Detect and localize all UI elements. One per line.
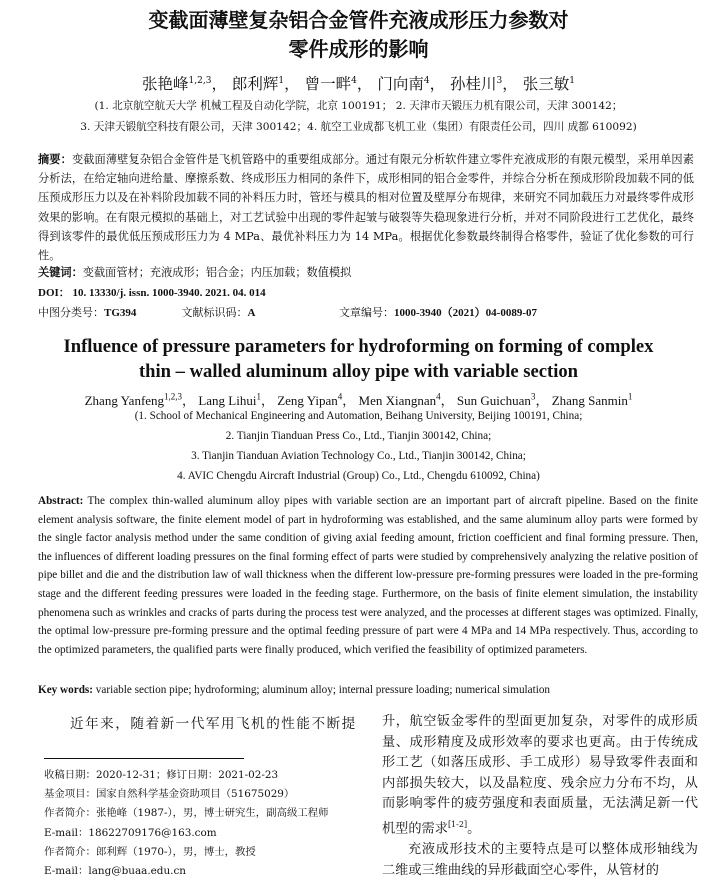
author-en: Sun Guichuan	[456, 393, 531, 408]
title-cn-line1: 变截面薄壁复杂铝合金管件充液成形压力参数对	[148, 8, 569, 32]
author-sup: 4	[423, 75, 430, 86]
separator: ，	[440, 393, 454, 408]
separator: ，	[535, 393, 549, 408]
footnote-author2: 作者简介：郎利辉（1970-），男，博士，教授	[44, 845, 256, 858]
author-sup: 1,2,3	[188, 75, 212, 86]
title-cn-line2: 零件成形的影响	[288, 37, 429, 61]
keywords-cn-label: 关键词：	[38, 266, 83, 279]
abstract-en-text: The complex thin-walled aluminum alloy pipes with variable section are an important part of aircraft pipeline. Based on the finite element analysis software, the finite element model of part in hydroforming was established, and the same aluminum alloy parts were formed by the single factor analysis method under the same condition of giving axial feeding amount, friction coefficient and final forming pressure. Then, the influences of different loading pressures on the final forming effect of parts were studied by comprehensively analyzing the relative position of pipe billet and die and the distribution law of wall thickness when the different low-pressure pre-forming pressures were loaded in the pre-forming stage and the different feeding pressures were loaded in the feeding stage. Furthermore, on the basis of finite element simulation, the instability phenomena such as wrinkles and cracks of parts during the process test were analyzed, and the processes at different stages was optimized. Finally, the optimal low-pressure pre-forming pressure and the optimal feeding pressure of part were 4 MPa and 14 MPa respectively. Thus, according to the optimized parameters, the qualified parts were finally produced, which verified the feasibility of optimized parameters.	[38, 495, 698, 656]
author-sup: 4	[337, 391, 343, 402]
author-cn: 孙桂川	[450, 75, 497, 93]
paper-title-en	[30, 334, 687, 384]
footnote-fund: 基金项目：国家自然科学基金资助项目（51675029）	[44, 788, 295, 801]
artno-label: 文章编号：	[339, 306, 394, 319]
author-sup: 3	[530, 391, 536, 402]
affiliation-en-line2: 2. Tianjin Tianduan Press Co., Ltd., Tianjin 300142, China;	[225, 430, 492, 442]
separator: ，	[429, 75, 446, 93]
author-cn: 门向南	[377, 75, 424, 93]
author-sup: 1	[256, 391, 261, 402]
author-list-cn	[0, 72, 717, 94]
author-sup: 1	[278, 75, 285, 86]
body-right-column	[382, 712, 698, 881]
doccode-value: A	[247, 307, 256, 319]
footnotes	[44, 766, 329, 881]
classification-line	[38, 304, 698, 320]
body-text: 升，航空钣金零件的型面更加复杂，对零件的成形质量、成形精度及成形效率的要求也更高。由于传统成形工艺（如落压成形、手工成形）易导致零件表面和内部损失较大，以及晶粒度、残余应力分布不均，从而影响零件的疲劳强度和表面质量，无法满足新一代机型的需求	[382, 714, 698, 837]
author-en: Zhang Yanfeng	[84, 393, 165, 408]
doi	[38, 284, 266, 300]
author-sup: 3	[496, 75, 503, 86]
keywords-cn-text: 变截面管材；充液成形；铝合金；内压加载；数值模拟	[82, 266, 352, 279]
author-cn: 郎利辉	[231, 75, 279, 93]
doccode-label: 文献标识码：	[181, 306, 248, 319]
footnote-email1[interactable]: E-mail：18622709176@163.com	[44, 826, 217, 839]
title-en-line1: Influence of pressure parameters for hydroforming on forming of complex	[63, 336, 654, 357]
doi-link[interactable]: 10. 13330/j. issn. 1000-3940. 2021. 04. 014	[72, 287, 266, 299]
author-sup: 1,2,3	[164, 391, 183, 402]
body-paragraph	[382, 712, 698, 840]
abstract-cn-label: 摘要：	[38, 153, 72, 166]
doi-label: DOI：	[38, 287, 70, 299]
keywords-cn	[38, 264, 351, 280]
abstract-en	[38, 492, 698, 659]
abstract-cn-text: 变截面薄壁复杂铝合金管件是飞机管路中的重要组成部分。通过有限元分析软件建立零件充液成形的有限元模型，采用单因素分析法，在给定轴向进给量、摩擦系数、终成形压力相同的条件下，成形相同的铝合金零件，并综合分析在预成形阶段加载不同的低压预成形压力以及在补料阶段加载不同的补料压力时，管坯与模具的相对位置及壁厚分布规律，来研究不同加载压力对最终零件成形效果的影响。在有限元模拟的基础上，对工艺试验中出现的零件起皱与破裂等失稳现象进行分析，并对不同阶段进行工艺优化，最终得到该零件的最优低压预成形压力为 4 MPa、最优补料压力为 14 MPa。根据优化参数最终制得合格零件，验证了优化参数的可行性。	[38, 153, 694, 263]
footnote-received: 收稿日期：2020-12-31；修订日期：2021-02-23	[44, 769, 279, 781]
keywords-en-text: variable section pipe; hydroforming; aluminum alloy; internal pressure loading; numerical simulation	[93, 684, 551, 696]
author-cn: 曾一畔	[304, 75, 352, 93]
abstract-cn	[38, 150, 694, 265]
title-en-line2: thin – walled aluminum alloy pipe with variable section	[138, 361, 579, 382]
author-sup: 1	[569, 75, 575, 86]
separator: ，	[342, 393, 356, 408]
footnote-email2[interactable]: E-mail：lang@buaa.edu.cn	[44, 865, 186, 878]
author-en: Zeng Yipan	[277, 393, 338, 408]
affiliation-en-line1: (1. School of Mechanical Engineering and Automation, Beihang University, Beijing 100191, China;	[134, 410, 583, 422]
author-list-en	[0, 390, 717, 409]
separator: ，	[356, 75, 373, 93]
separator: ，	[502, 75, 518, 93]
author-sup: 4	[436, 391, 441, 402]
footnote-divider	[44, 758, 244, 759]
affiliation-en-line3: 3. Tianjin Tianduan Aviation Technology Co., Ltd., Tianjin 300142, China;	[191, 450, 526, 462]
separator: ，	[284, 75, 300, 93]
cls-value: TG394	[104, 307, 137, 319]
body-left-line: 近年来，随着新一代军用飞机的性能不断提	[70, 716, 357, 732]
author-en: Lang Lihui	[198, 393, 257, 408]
reference-citation[interactable]: [1-2]	[447, 819, 468, 829]
artno-value: 1000-3940（2021）04-0089-07	[394, 307, 537, 319]
cls-label: 中图分类号：	[38, 306, 104, 319]
paper-title-cn	[0, 6, 717, 64]
author-cn: 张艳峰	[142, 75, 189, 93]
keywords-en	[38, 684, 550, 696]
keywords-en-label: Key words:	[38, 684, 93, 696]
separator: ，	[260, 393, 274, 408]
author-sup: 4	[351, 75, 357, 86]
affiliation-en-line4: 4. AVIC Chengdu Aircraft Industrial (Group) Co., Ltd., Chengdu 610092, China)	[177, 470, 540, 482]
body-paragraph: 充液成形技术的主要特点是可以整体成形轴线为二维或三维曲线的异形截面空心零件，从管材的	[382, 841, 698, 878]
author-en: Men Xiangnan	[358, 393, 437, 408]
footnote-author1: 作者简介：张艳峰（1987-），男，博士研究生，副高级工程师	[44, 807, 329, 820]
author-cn: 张三敏	[522, 75, 570, 93]
affiliation-cn-line2: 3. 天津天锻航空科技有限公司，天津 300142；4. 航空工业成都飞机工业（集团）有限责任公司，四川 成都 610092)	[80, 121, 637, 133]
body-text: 。	[467, 821, 481, 837]
separator: ，	[182, 393, 196, 408]
separator: ，	[211, 75, 227, 93]
abstract-en-label: Abstract:	[38, 495, 84, 507]
author-en: Zhang Sanmin	[551, 393, 628, 408]
affiliation-cn-line1: (1. 北京航空航天大学 机械工程及自动化学院，北京 100191； 2. 天津市天锻压力机有限公司，天津 300142；	[94, 100, 623, 112]
author-sup: 1	[627, 391, 633, 402]
